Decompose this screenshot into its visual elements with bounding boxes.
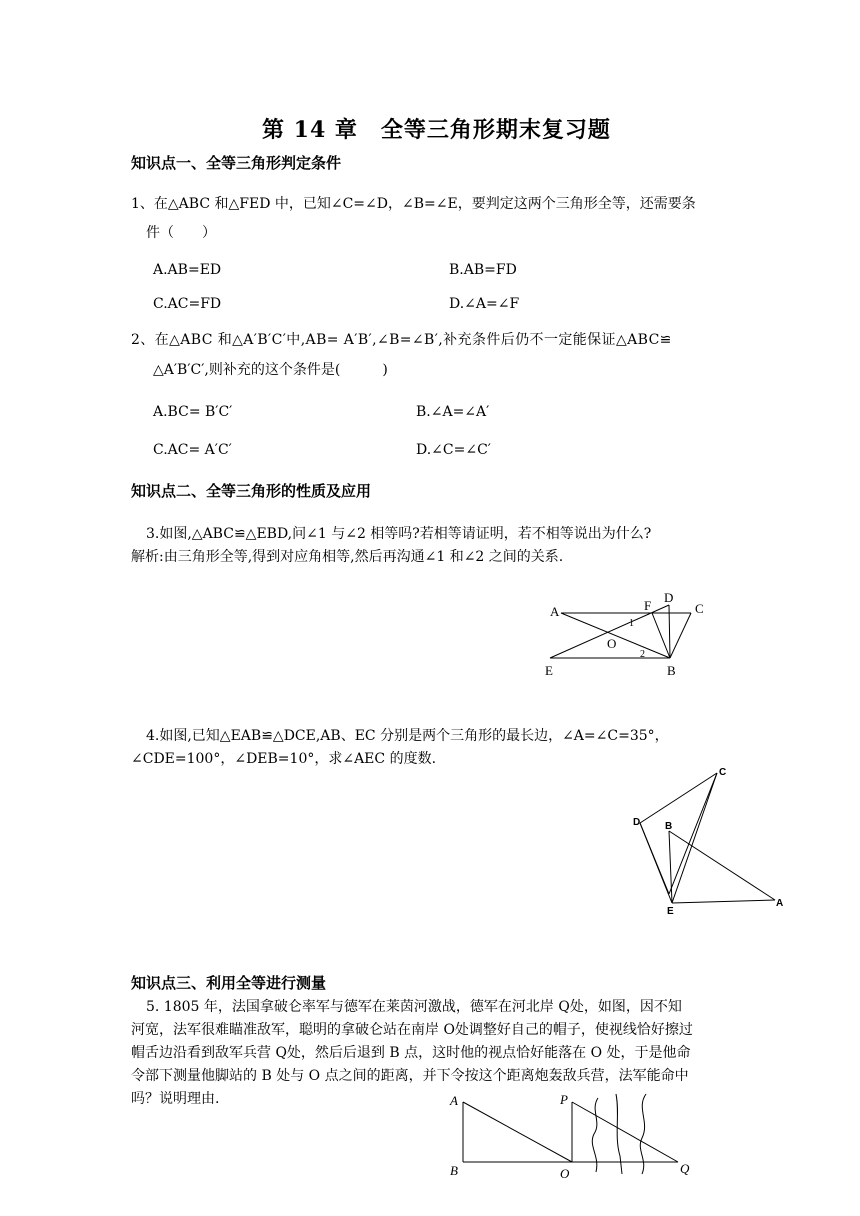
q1-option-a: A.AB=ED <box>153 262 222 278</box>
q5-text-line1: 5. 1805 年，法国拿破仑率军与德军在莱茵河激战，德军在河北岸 Q处，如图，因不知 <box>146 999 682 1015</box>
q3-label-o: O <box>607 636 617 651</box>
q5-label-q: Q <box>680 1161 690 1176</box>
q5-text-line2: 河宽，法军很难瞄准敌军，聪明的拿破仑站在南岸 O处调整好自己的帽子，使视线恰好擦过 <box>131 1022 693 1038</box>
q3-stem-line2: 解析:由三角形全等,得到对应角相等,然后再沟通∠1 和∠2 之间的关系. <box>131 549 564 565</box>
q4-figure <box>625 765 795 915</box>
q2-stem-line2: △A′B′C′,则补充的这个条件是( ) <box>153 362 388 378</box>
q4-label-a: A <box>776 898 784 909</box>
section-heading-2: 知识点二、全等三角形的性质及应用 <box>131 482 372 500</box>
q5-figure <box>440 1088 710 1188</box>
q3-stem-line1: 3.如图,△ABC≌△EBD,问∠1 与∠2 相等吗?若相等请证明，若不相等说出为什么? <box>146 526 652 542</box>
q3-label-e: E <box>545 663 553 678</box>
q1-stem-line2: 件（ ） <box>146 225 216 241</box>
q5-label-p: P <box>560 1092 568 1107</box>
q5-label-o: O <box>560 1166 570 1181</box>
q4-label-c: C <box>719 767 727 778</box>
q4-stem-line2: ∠CDE=100°，∠DEB=10°，求∠AEC 的度数. <box>131 751 437 767</box>
q3-figure <box>540 585 720 685</box>
q4-label-b: B <box>665 821 673 832</box>
section-heading-1: 知识点一、全等三角形判定条件 <box>131 154 342 172</box>
q1-stem-line1: 1、在△ABC 和△FED 中，已知∠C=∠D，∠B=∠E，要判定这两个三角形全等，还需要条 <box>131 196 696 212</box>
q1-option-c: C.AC=FD <box>153 296 222 312</box>
q3-label-c: C <box>695 601 704 616</box>
q3-label-angle2: 2 <box>640 649 645 660</box>
q4-label-e: E <box>667 906 674 917</box>
q2-option-a: A.BC= B′C′ <box>153 404 233 420</box>
q2-option-b: B.∠A=∠A′ <box>416 404 490 420</box>
q2-stem-line1: 2、在△ABC 和△A′B′C′中,AB= A′B′,∠B=∠B′,补充条件后仍不一定能保证△ABC≌ <box>131 332 672 348</box>
q5-text-line3: 帽舌边沿看到敌军兵营 Q处，然后后退到 B 点，这时他的视点恰好能落在 O 处，于是他命 <box>131 1045 691 1061</box>
q5-label-b: B <box>450 1163 458 1178</box>
q3-label-f: F <box>644 598 652 613</box>
page-title: 第 14 章 全等三角形期末复习题 <box>262 117 611 143</box>
q5-text-line4: 令部下测量他脚站的 B 处与 O 点之间的距离，并下令按这个距离炮轰敌兵营，法军能命中 <box>131 1068 689 1084</box>
q3-label-angle1: 1 <box>629 618 634 629</box>
q3-label-b: B <box>667 663 676 678</box>
q1-option-d: D.∠A=∠F <box>449 296 520 312</box>
q2-option-d: D.∠C=∠C′ <box>416 442 491 458</box>
q3-label-d: D <box>664 590 674 605</box>
q5-text-line5: 吗？说明理由. <box>131 1091 220 1107</box>
q3-label-a: A <box>550 604 560 619</box>
q4-label-d: D <box>633 817 641 828</box>
q2-option-c: C.AC= A′C′ <box>153 442 232 458</box>
section-heading-3: 知识点三、利用全等进行测量 <box>131 974 327 992</box>
q4-stem-line1: 4.如图,已知△EAB≌△DCE,AB、EC 分别是两个三角形的最长边，∠A=∠C=35°， <box>146 728 669 744</box>
q1-option-b: B.AB=FD <box>449 262 517 278</box>
q5-label-a: A <box>450 1093 458 1108</box>
